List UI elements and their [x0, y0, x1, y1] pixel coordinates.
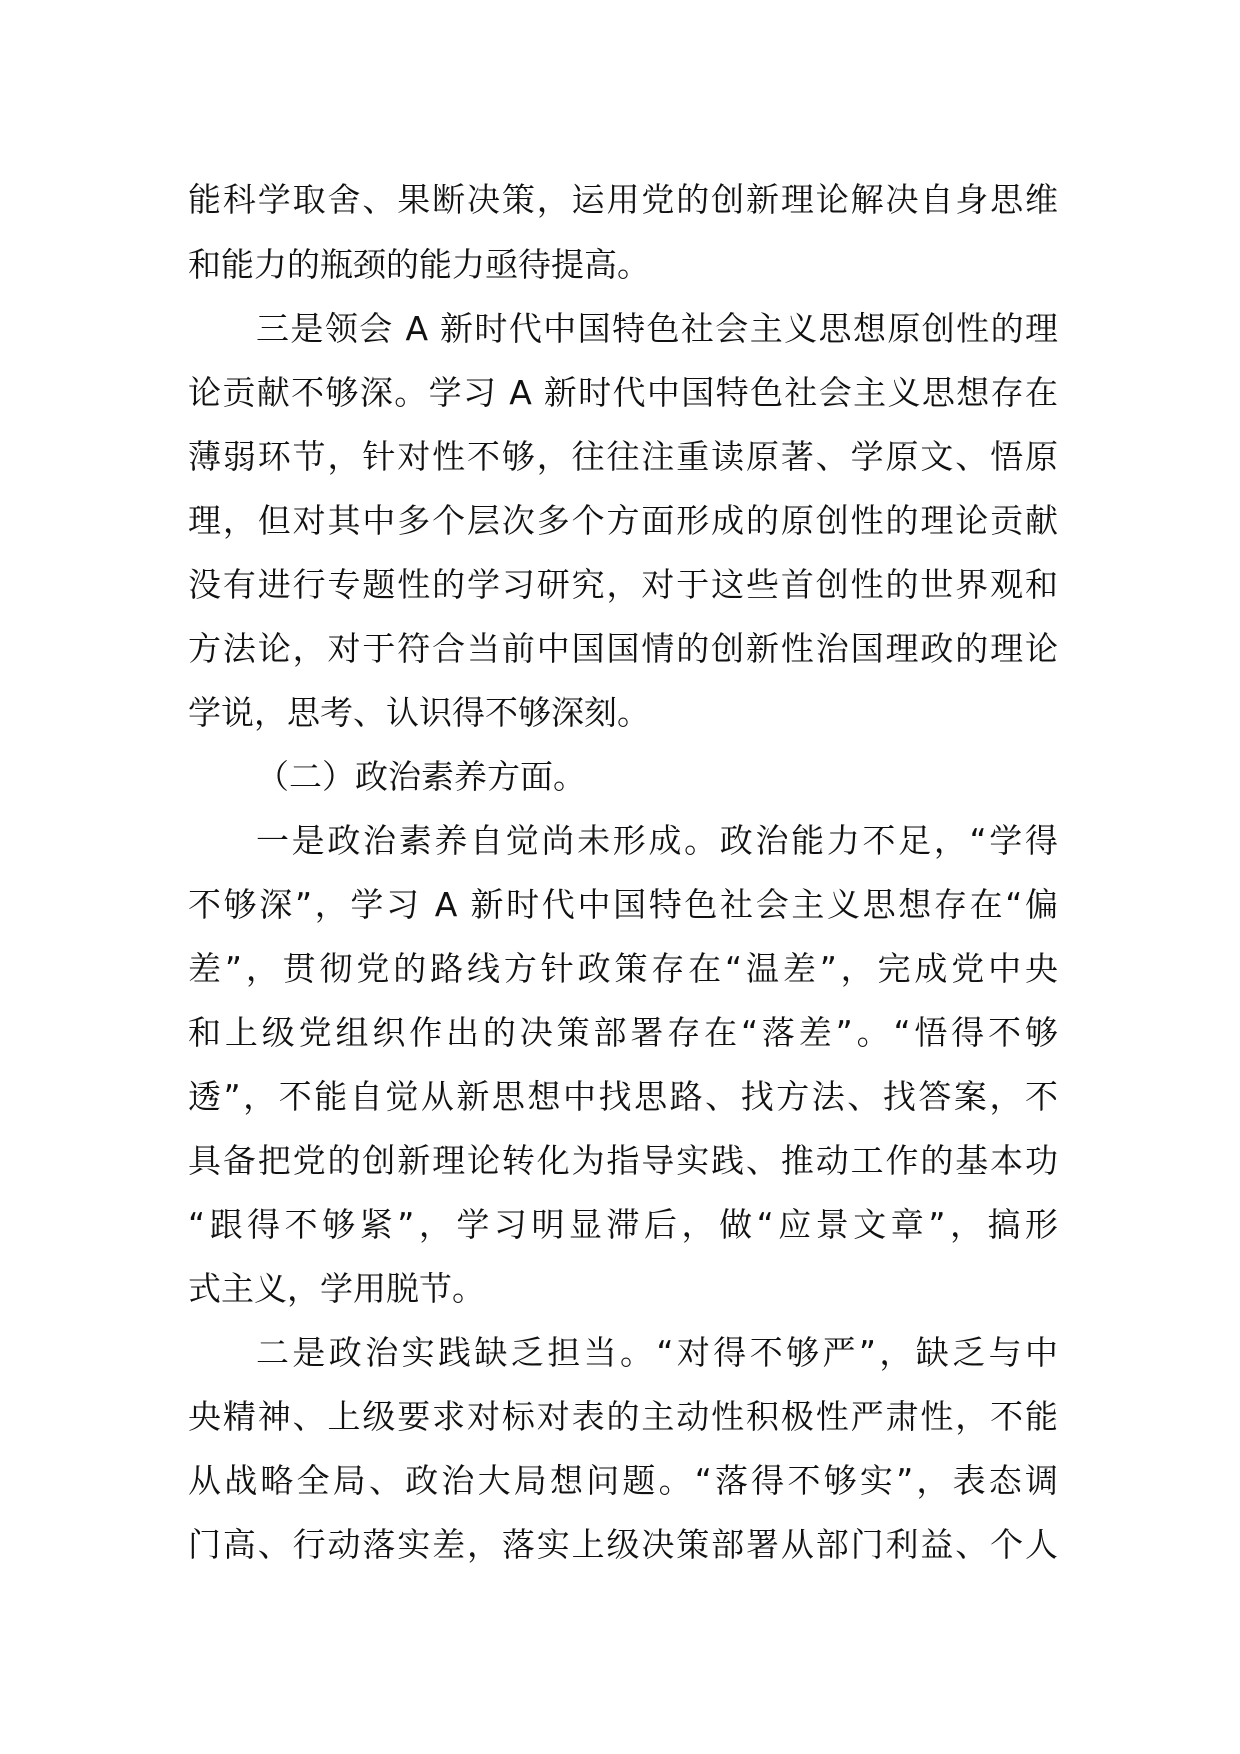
text-line: 能科学取舍、果断决策，运用党的创新理论解决自身思维: [188, 180, 1058, 219]
paragraph-start-line: 二是政治实践缺乏担当。“对得不够严”，缺乏与中: [256, 1333, 1058, 1372]
text-line: 理，但对其中多个层次多个方面形成的原创性的理论贡献: [188, 501, 1058, 540]
text-line: 从战略全局、政治大局想问题。“落得不够实”，表态调: [188, 1461, 1058, 1500]
text-line: 和上级党组织作出的决策部署存在“落差”。“悟得不够: [188, 1013, 1058, 1052]
text-line: 具备把党的创新理论转化为指导实践、推动工作的基本功: [188, 1141, 1058, 1180]
paragraph-start-line: 一是政治素养自觉尚未形成。政治能力不足，“学得: [256, 821, 1058, 860]
text-line: 论贡献不够深。学习 A 新时代中国特色社会主义思想存在: [188, 373, 1058, 412]
text-line: “跟得不够紧”，学习明显滞后，做“应景文章”，搞形: [188, 1205, 1058, 1244]
section-heading: （二）政治素养方面。: [256, 757, 586, 796]
paragraph-start-line: 三是领会 A 新时代中国特色社会主义思想原创性的理: [256, 309, 1058, 348]
text-line: 透”，不能自觉从新思想中找思路、找方法、找答案，不: [188, 1077, 1058, 1116]
text-line: 门高、行动落实差，落实上级决策部署从部门利益、个人: [188, 1525, 1058, 1564]
text-line: 央精神、上级要求对标对表的主动性积极性严肃性，不能: [188, 1397, 1058, 1436]
text-line: 没有进行专题性的学习研究，对于这些首创性的世界观和: [188, 565, 1058, 604]
text-line: 式主义，学用脱节。: [188, 1269, 485, 1308]
text-line: 薄弱环节，针对性不够，往往注重读原著、学原文、悟原: [188, 437, 1058, 476]
text-line: 学说，思考、认识得不够深刻。: [188, 693, 650, 732]
text-line: 不够深”，学习 A 新时代中国特色社会主义思想存在“偏: [188, 885, 1058, 924]
text-line: 差”，贯彻党的路线方针政策存在“温差”，完成党中央: [188, 949, 1058, 988]
text-line: 和能力的瓶颈的能力亟待提高。: [188, 245, 650, 284]
text-line: 方法论，对于符合当前中国国情的创新性治国理政的理论: [188, 629, 1058, 668]
